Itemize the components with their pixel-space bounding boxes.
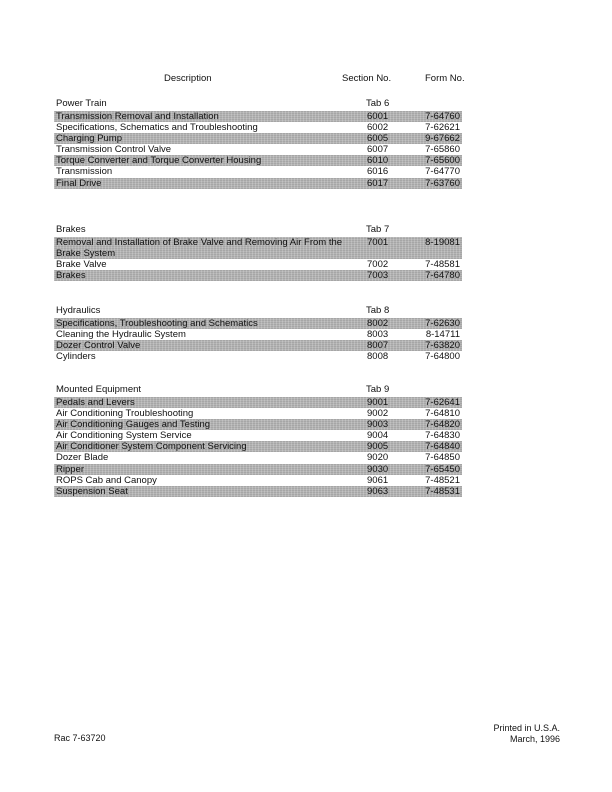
row-description: Final Drive (56, 177, 102, 189)
row-section-no: 6007 (367, 144, 389, 156)
row-description: Air Conditioning System Service (56, 430, 192, 442)
row-section-no: 9020 (367, 452, 389, 464)
table-row (54, 259, 462, 270)
row-section-no: 9003 (367, 419, 389, 431)
row-form-no: 8-14711 (425, 329, 460, 341)
row-description: Dozer Control Valve (56, 340, 141, 352)
section-header (54, 223, 462, 237)
row-description: Cleaning the Hydraulic System (56, 329, 186, 341)
row-form-no: 7-62641 (425, 397, 460, 408)
table-row (54, 166, 462, 177)
footer-print-info (493, 723, 560, 744)
section-block (54, 97, 462, 189)
row-description: Cylinders (56, 351, 96, 363)
row-form-no: 7-65600 (425, 155, 460, 167)
row-form-no: 7-48581 (425, 259, 460, 270)
row-section-no: 9061 (367, 474, 389, 486)
row-form-no: 7-65860 (425, 144, 460, 156)
table-row (54, 270, 462, 281)
section-header (54, 97, 462, 111)
row-section-no: 9001 (367, 397, 389, 408)
row-description: Air Conditioning Gauges and Testing (56, 419, 211, 431)
table-row (54, 441, 462, 452)
row-form-no: 7-62621 (425, 122, 460, 134)
section-header (54, 383, 462, 397)
table-row (54, 318, 462, 329)
row-section-no: 8003 (367, 329, 389, 341)
section-header (54, 304, 462, 318)
row-section-no: 7002 (367, 259, 389, 270)
row-form-no: 7-64850 (425, 452, 460, 464)
row-section-no: 6017 (367, 177, 389, 189)
table-row (54, 329, 462, 340)
row-description: Removal and Installation of Brake Valve and Removing Air From the Brake System (56, 237, 343, 259)
row-form-no: 7-63760 (425, 177, 460, 189)
table-row (54, 111, 462, 122)
row-description: ROPS Cab and Canopy (56, 474, 157, 486)
row-description: Charging Pump (56, 133, 123, 145)
row-form-no: 7-64830 (425, 430, 460, 442)
row-section-no: 6016 (367, 166, 389, 178)
table-row (54, 155, 462, 166)
row-form-no: 7-64840 (425, 441, 460, 453)
row-description: Suspension Seat (56, 485, 128, 497)
section-block (54, 304, 462, 362)
table-row (54, 133, 462, 144)
row-form-no: 7-64760 (425, 111, 460, 122)
section-block (54, 383, 462, 497)
row-form-no: 7-65450 (425, 463, 460, 475)
row-description: Specifications, Troubleshooting and Schematics (56, 318, 258, 329)
table-row (54, 351, 462, 362)
table-row (54, 397, 462, 408)
section-title: Hydraulics (56, 305, 101, 316)
table-row (54, 430, 462, 441)
row-form-no: 7-64780 (425, 270, 460, 282)
section-block (54, 223, 462, 281)
row-description: Pedals and Levers (56, 397, 135, 408)
row-section-no: 9005 (367, 441, 389, 453)
row-section-no: 7001 (367, 237, 389, 248)
row-section-no: 6005 (367, 133, 389, 145)
row-section-no: 9002 (367, 408, 389, 420)
table-row (54, 178, 462, 189)
row-description: Ripper (56, 463, 84, 475)
section-title: Mounted Equipment (56, 384, 142, 395)
section-tab: Tab 6 (366, 98, 390, 109)
section-title: Brakes (56, 224, 86, 235)
header-description: Description (164, 73, 212, 84)
table-row (54, 340, 462, 351)
table-row (54, 464, 462, 475)
row-description: Transmission Removal and Installation (56, 111, 219, 122)
row-form-no: 7-64800 (425, 351, 460, 363)
row-description: Specifications, Schematics and Troubleshooting (56, 122, 258, 134)
row-section-no: 8007 (367, 340, 389, 352)
footer-code: Rac 7-63720 (54, 733, 106, 743)
header-form-no: Form No. (425, 73, 465, 84)
row-form-no: 8-19081 (425, 237, 460, 248)
row-description: Transmission Control Valve (56, 144, 172, 156)
row-form-no: 7-64770 (425, 166, 460, 178)
table-row (54, 408, 462, 419)
row-section-no: 6002 (367, 122, 389, 134)
row-form-no: 9-67662 (425, 133, 460, 145)
row-section-no: 8002 (367, 318, 389, 329)
row-section-no: 6010 (367, 155, 389, 167)
row-section-no: 9063 (367, 485, 389, 497)
section-tab: Tab 7 (366, 224, 390, 235)
header-section-no: Section No. (342, 73, 392, 84)
row-section-no: 7003 (367, 270, 389, 282)
row-form-no: 7-48531 (425, 485, 460, 497)
row-description: Brakes (56, 270, 86, 282)
table-row (54, 486, 462, 497)
row-form-no: 7-62630 (425, 318, 460, 329)
row-section-no: 8008 (367, 351, 389, 363)
table-row (54, 237, 462, 259)
row-description: Dozer Blade (56, 452, 109, 464)
footer-date: March, 1996 (509, 733, 560, 744)
row-form-no: 7-48521 (425, 474, 460, 486)
table-row (54, 144, 462, 155)
row-description: Air Conditioning Troubleshooting (56, 408, 194, 420)
section-tab: Tab 9 (366, 384, 390, 395)
row-description: Air Conditioner System Component Servicing (56, 441, 247, 453)
table-row (54, 419, 462, 430)
row-form-no: 7-64820 (425, 419, 460, 431)
table-row (54, 452, 462, 463)
table-row (54, 122, 462, 133)
row-description: Torque Converter and Torque Converter Housing (56, 155, 262, 167)
row-form-no: 7-63820 (425, 340, 460, 352)
row-section-no: 9030 (367, 463, 389, 475)
row-description: Brake Valve (56, 259, 107, 270)
row-section-no: 9004 (367, 430, 389, 442)
section-title: Power Train (56, 98, 107, 109)
footer-printed: Printed in U.S.A. (493, 723, 560, 733)
section-tab: Tab 8 (366, 305, 390, 316)
row-section-no: 6001 (367, 111, 389, 122)
row-form-no: 7-64810 (425, 408, 460, 420)
table-row (54, 475, 462, 486)
row-description: Transmission (56, 166, 113, 178)
